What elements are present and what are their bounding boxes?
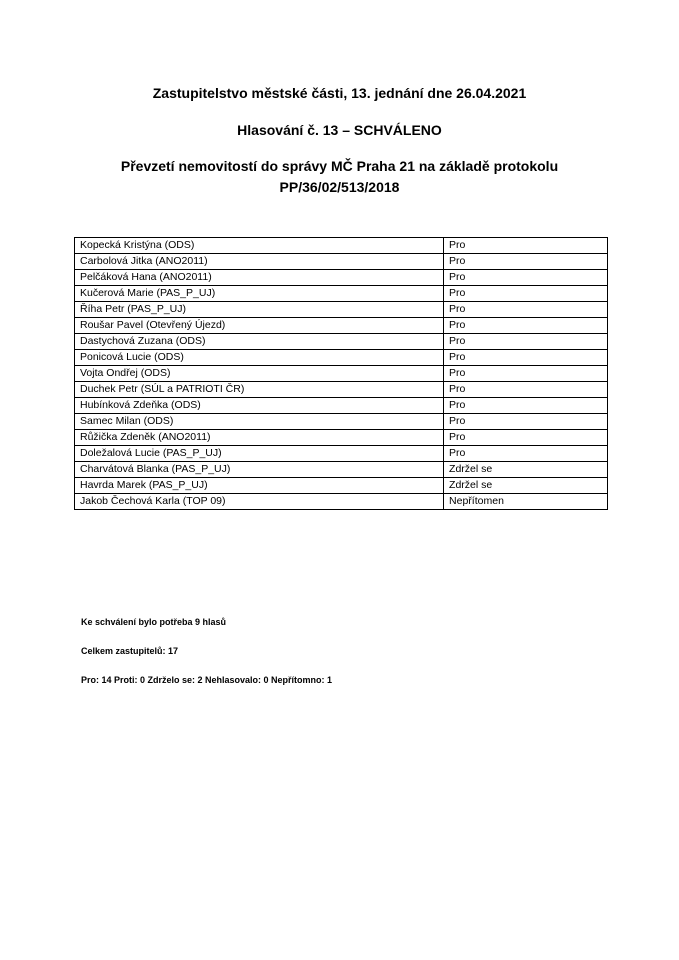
table-row	[75, 270, 608, 286]
votes-table-body	[75, 238, 608, 510]
table-row	[75, 238, 608, 254]
table-row	[75, 398, 608, 414]
table-row	[75, 446, 608, 462]
member-name-cell: Hubínková Zdeňka (ODS)	[75, 398, 444, 414]
total-members-text: Celkem zastupitelů: 17	[81, 646, 179, 656]
vote-cell: Pro	[444, 414, 608, 430]
vote-cell: Pro	[444, 254, 608, 270]
member-name-cell: Kopecká Kristýna (ODS)	[75, 238, 444, 254]
vote-cell: Pro	[444, 270, 608, 286]
session-title: Zastupitelstvo městské části, 13. jednání dne 26.04.2021	[152, 85, 527, 101]
member-name-cell: Kučerová Marie (PAS_P_UJ)	[75, 286, 444, 302]
member-name-cell: Carbolová Jitka (ANO2011)	[75, 254, 444, 270]
vote-cell: Pro	[444, 446, 608, 462]
table-row	[75, 302, 608, 318]
vote-number-result: Hlasování č. 13 – SCHVÁLENO	[237, 122, 442, 138]
member-name-cell: Vojta Ondřej (ODS)	[75, 366, 444, 382]
member-name-cell: Jakob Čechová Karla (TOP 09)	[75, 494, 444, 510]
required-votes-text: Ke schválení bylo potřeba 9 hlasů	[81, 617, 227, 627]
table-row	[75, 318, 608, 334]
vote-cell: Zdržel se	[444, 478, 608, 494]
table-row	[75, 494, 608, 510]
vote-cell: Pro	[444, 318, 608, 334]
table-row	[75, 366, 608, 382]
table-row	[75, 286, 608, 302]
member-name-cell: Havrda Marek (PAS_P_UJ)	[75, 478, 444, 494]
member-name-cell: Doležalová Lucie (PAS_P_UJ)	[75, 446, 444, 462]
member-name-cell: Pelčáková Hana (ANO2011)	[75, 270, 444, 286]
member-name-cell: Růžička Zdeněk (ANO2011)	[75, 430, 444, 446]
member-name-cell: Dastychová Zuzana (ODS)	[75, 334, 444, 350]
table-row	[75, 414, 608, 430]
vote-cell: Pro	[444, 350, 608, 366]
member-name-cell: Ponicová Lucie (ODS)	[75, 350, 444, 366]
vote-cell: Pro	[444, 334, 608, 350]
table-row	[75, 430, 608, 446]
vote-cell: Zdržel se	[444, 462, 608, 478]
votes-table	[74, 237, 608, 510]
vote-cell: Pro	[444, 382, 608, 398]
table-row	[75, 254, 608, 270]
vote-cell: Pro	[444, 430, 608, 446]
vote-totals-text: Pro: 14 Proti: 0 Zdrželo se: 2 Nehlasovalo: 0 Nepřítomno: 1	[81, 675, 333, 685]
member-name-cell: Samec Milan (ODS)	[75, 414, 444, 430]
member-name-cell: Charvátová Blanka (PAS_P_UJ)	[75, 462, 444, 478]
vote-cell: Nepřítomen	[444, 494, 608, 510]
vote-cell: Pro	[444, 238, 608, 254]
vote-cell: Pro	[444, 302, 608, 318]
vote-cell: Pro	[444, 398, 608, 414]
vote-subject-protocol: PP/36/02/513/2018	[279, 179, 400, 195]
vote-cell: Pro	[444, 286, 608, 302]
table-row	[75, 382, 608, 398]
member-name-cell: Roušar Pavel (Otevřený Újezd)	[75, 318, 444, 334]
table-row	[75, 350, 608, 366]
vote-cell: Pro	[444, 366, 608, 382]
table-row	[75, 478, 608, 494]
table-row	[75, 462, 608, 478]
vote-subject: Převzetí nemovitostí do správy MČ Praha 21 na základě protokolu	[120, 158, 559, 174]
member-name-cell: Říha Petr (PAS_P_UJ)	[75, 302, 444, 318]
table-row	[75, 334, 608, 350]
member-name-cell: Duchek Petr (SÚL a PATRIOTI ČR)	[75, 382, 444, 398]
